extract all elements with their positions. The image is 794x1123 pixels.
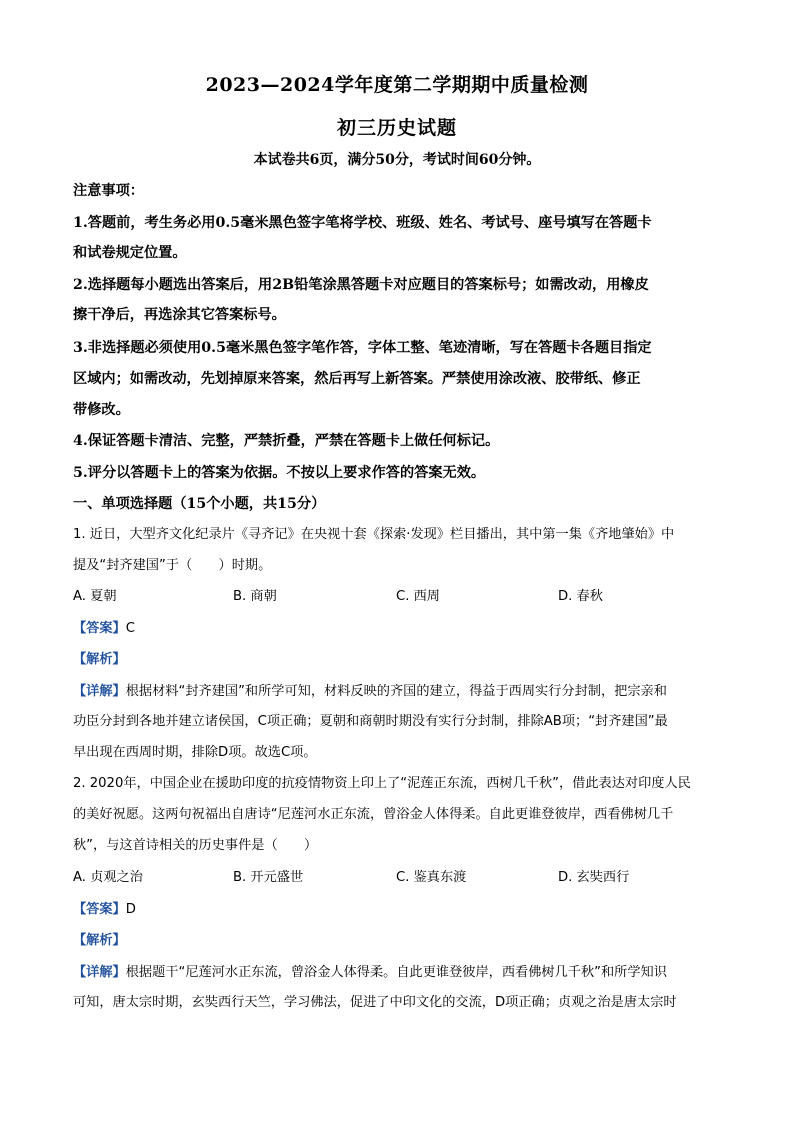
notes-line: 2.选择题每小题选出答案后，用2B铅笔涂黑答题卡对应题目的答案标号；如需改动，用橡皮 — [73, 277, 649, 293]
exam-title: 2023—2024学年度第二学期期中质量检测 — [205, 74, 589, 96]
q2-detail-line: 根据题干“尼莲河水正东流，曾浴金人体得柔。自此更谁登彼岸，西看佛树几千秋”和所学知识 — [125, 965, 667, 980]
answer-tag: 【答案】 — [73, 902, 126, 917]
section-heading: 一、单项选择题（15个小题，共15分） — [73, 496, 326, 512]
q2-stem-line: 秋”，与这首诗相关的历史事件是（ ） — [73, 838, 318, 853]
notes-line: 5.评分以答题卡上的答案为依据。不按以上要求作答的答案无效。 — [73, 465, 486, 481]
notes-line: 3.非选择题必须使用0.5毫米黑色签字笔作答，字体工整、笔迹清晰，写在答题卡各题目指定 — [73, 340, 652, 356]
q1-option-b: B. 商朝 — [233, 589, 277, 604]
q1-answer: C — [125, 621, 135, 636]
exam-info: 本试卷共6页，满分50分，考试时间60分钟。 — [253, 152, 541, 168]
q2-stem-line: 的美好祝愿。这两句祝福出自唐诗“尼莲河水正东流，曾浴金人体得柔。自此更谁登彼岸，西看佛树几千 — [73, 807, 674, 822]
q1-option-a: A. 夏朝 — [73, 589, 117, 604]
detail-tag: 【详解】 — [73, 965, 126, 980]
q2-option-d: D. 玄奘西行 — [558, 870, 630, 885]
q1-option-c: C. 西周 — [396, 589, 440, 604]
q2-option-a: A. 贞观之治 — [73, 870, 143, 885]
q1-detail-line: 功臣分封到各地并建立诸侯国，C项正确；夏朝和商朝时期没有实行分封制，排除AB项；“封齐建国”最 — [73, 714, 668, 729]
notes-line: 擦干净后，再选涂其它答案标号。 — [73, 307, 286, 323]
notes-line: 和试卷规定位置。 — [73, 245, 187, 261]
detail-tag: 【详解】 — [73, 684, 126, 699]
q2-answer-row — [73, 899, 136, 920]
q1-stem-line: 1. 近日，大型齐文化纪录片《寻齐记》在央视十套《探索·发现》栏目播出，其中第一集《齐地肇始》中 — [73, 527, 675, 542]
q2-option-c: C. 鉴真东渡 — [396, 870, 467, 885]
q2-stem-line: 2. 2020年，中国企业在援助印度的抗疫情物资上印上了“泥莲正东流，西树几千秋”，借此表达对印度人民 — [73, 776, 691, 791]
q1-detail-row — [73, 681, 667, 702]
q2-detail-row — [73, 962, 667, 983]
analysis-tag: 【解析】 — [73, 933, 126, 948]
analysis-tag: 【解析】 — [73, 652, 126, 667]
exam-subtitle: 初三历史试题 — [336, 117, 457, 139]
q2-option-b: B. 开元盛世 — [233, 870, 304, 885]
q2-answer: D — [125, 902, 136, 917]
q1-stem-line: 提及“封齐建国”于（ ）时期。 — [73, 558, 272, 573]
q2-detail-line: 可知，唐太宗时期，玄奘西行天竺，学习佛法，促进了中印文化的交流，D项正确；贞观之治是唐太宗时 — [73, 995, 677, 1010]
q2-analysis-row — [73, 930, 126, 951]
notes-line: 4.保证答题卡清洁、完整，严禁折叠，严禁在答题卡上做任何标记。 — [73, 433, 500, 449]
notes-heading: 注意事项： — [73, 183, 144, 199]
notes-line: 带修改。 — [73, 402, 130, 418]
q1-analysis-row — [73, 649, 126, 670]
q1-answer-row — [73, 618, 135, 639]
notes-line: 1.答题前，考生务必用0.5毫米黑色签字笔将学校、班级、姓名、考试号、座号填写在答题卡 — [73, 215, 652, 231]
q1-detail-line: 根据材料“封齐建国”和所学可知，材料反映的齐国的建立，得益于西周实行分封制，把宗亲和 — [125, 684, 667, 699]
answer-tag: 【答案】 — [73, 621, 126, 636]
notes-line: 区域内；如需改动，先划掉原来答案，然后再写上新答案。严禁使用涂改液、胶带纸、修正 — [73, 371, 641, 387]
q1-option-d: D. 春秋 — [558, 589, 603, 604]
q1-detail-line: 早出现在西周时期，排除D项。故选C项。 — [73, 745, 317, 760]
